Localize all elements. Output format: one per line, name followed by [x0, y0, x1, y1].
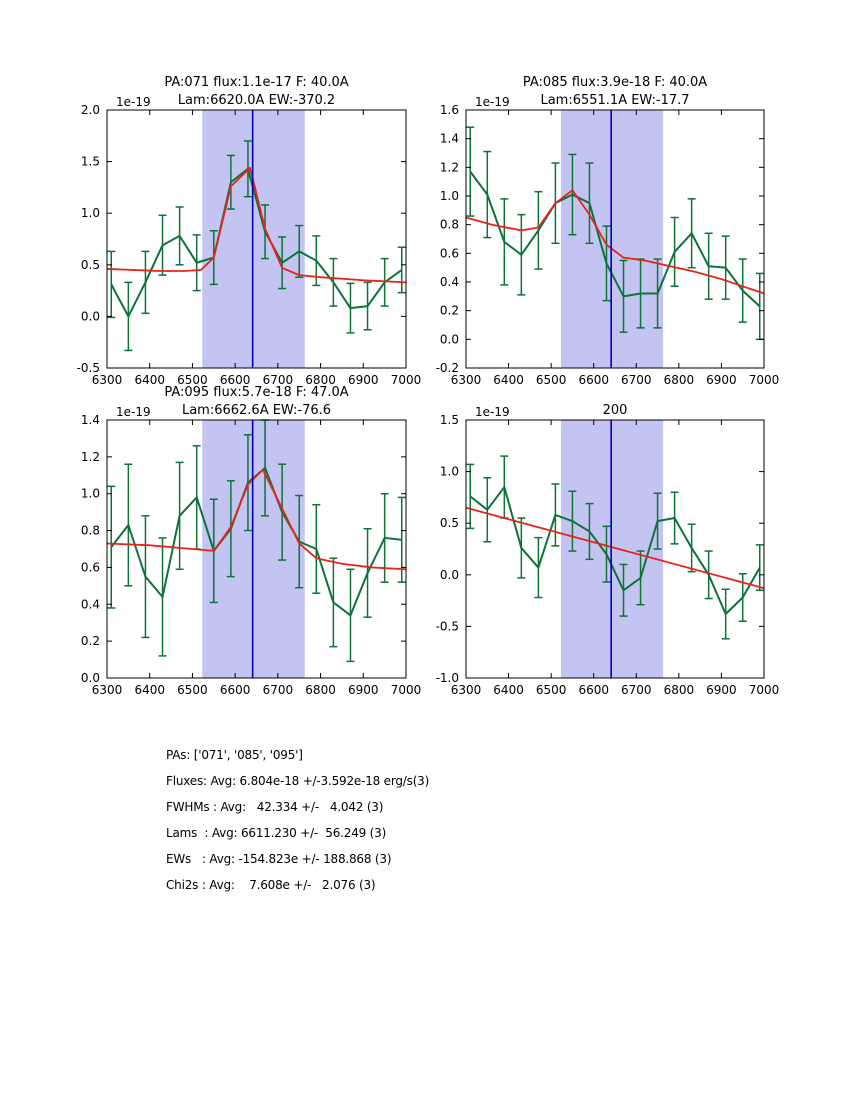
y-tick-label: 0.6 — [80, 560, 100, 575]
y-tick-label: 1.6 — [439, 103, 459, 117]
y-tick-label: 0.2 — [439, 303, 459, 318]
x-tick-label: 6900 — [706, 683, 737, 697]
x-tick-label: 7000 — [390, 683, 422, 697]
subplot-title-line: PA:071 flux:1.1e-17 F: 40.0A — [164, 75, 349, 90]
x-tick-label: 6300 — [91, 683, 123, 697]
subplot-plot-200 — [436, 403, 780, 697]
y-tick-label: -0.2 — [435, 361, 459, 375]
y-tick-label: 1.2 — [439, 160, 459, 175]
x-tick-label: 6400 — [134, 683, 165, 697]
stats-line-fluxes: Fluxes: Avg: 6.804e-18 +/-3.592e-18 erg/s(3) — [166, 774, 430, 788]
x-tick-label: 6800 — [663, 373, 695, 387]
y-tick-label: 1.5 — [439, 413, 459, 427]
y-tick-label: 0.4 — [80, 597, 100, 612]
subplot-pa-071 — [77, 75, 422, 387]
y-tick-label: 2.0 — [80, 103, 100, 117]
y-tick-label: 0.5 — [80, 257, 100, 272]
x-tick-label: 6700 — [262, 373, 294, 387]
subplot-pa-095 — [81, 385, 421, 697]
y-tick-label: 0.8 — [80, 523, 100, 538]
stats-line-chi2s: Chi2s : Avg: 7.608e +/- 2.076 (3) — [166, 878, 376, 892]
x-tick-label: 6400 — [493, 683, 524, 697]
subplot-title-line: 200 — [602, 403, 628, 418]
x-tick-label: 6900 — [348, 373, 379, 387]
y-tick-label: 0.0 — [80, 671, 100, 685]
x-tick-label: 6500 — [177, 373, 208, 387]
x-tick-label: 6500 — [535, 683, 567, 697]
x-tick-label: 7000 — [390, 373, 422, 387]
y-tick-label: -1.0 — [435, 671, 459, 685]
stats-line-pas: PAs: ['071', '085', '095'] — [166, 748, 303, 762]
subplot-title-line: Lam:6620.0A EW:-370.2 — [177, 93, 336, 108]
y-tick-label: 1.5 — [80, 154, 100, 169]
y-tick-label: 0.8 — [439, 217, 459, 232]
subplot-pa-085 — [436, 75, 780, 387]
highlight-band — [202, 420, 305, 678]
x-tick-label: 6500 — [177, 683, 208, 697]
x-tick-label: 6800 — [305, 683, 336, 697]
y-tick-label: 1.0 — [80, 486, 100, 501]
y-tick-label: 0.0 — [439, 567, 459, 582]
highlight-band — [561, 420, 663, 678]
x-tick-label: 6300 — [450, 373, 482, 387]
axis-offset-label: 1e-19 — [116, 95, 151, 109]
x-tick-label: 6400 — [134, 373, 165, 387]
x-tick-label: 6900 — [706, 373, 737, 387]
subplot-title-line: PA:095 flux:5.7e-18 F: 47.0A — [164, 385, 349, 400]
x-tick-label: 6900 — [348, 683, 379, 697]
x-tick-label: 6600 — [578, 373, 609, 387]
y-tick-label: 1.4 — [439, 131, 459, 146]
y-tick-label: 0.6 — [439, 246, 459, 261]
x-tick-label: 7000 — [748, 683, 780, 697]
x-tick-label: 6600 — [219, 683, 251, 697]
x-tick-label: 6800 — [305, 373, 336, 387]
subplot-title-line: Lam:6551.1A EW:-17.7 — [540, 93, 690, 108]
axis-offset-label: 1e-19 — [116, 405, 151, 419]
highlight-band — [561, 110, 663, 368]
x-tick-label: 6600 — [578, 683, 609, 697]
y-tick-label: 1.2 — [80, 449, 100, 464]
y-tick-label: 1.4 — [80, 413, 100, 427]
y-tick-label: 0.0 — [80, 309, 100, 324]
y-tick-label: 1.0 — [439, 189, 459, 203]
stats-line-lams: Lams : Avg: 6611.230 +/- 56.249 (3) — [166, 826, 387, 840]
stats-line-ews: EWs : Avg: -154.823e +/- 188.868 (3) — [166, 852, 392, 866]
y-tick-label: 0.0 — [439, 332, 459, 347]
subplot-title-line: Lam:6662.6A EW:-76.6 — [181, 403, 332, 418]
y-tick-label: 0.4 — [439, 275, 459, 289]
x-tick-label: 6300 — [450, 683, 482, 697]
stats-block — [166, 742, 429, 898]
x-tick-label: 6700 — [262, 683, 294, 697]
x-tick-label: 6300 — [91, 373, 123, 387]
subplot-title-line: PA:085 flux:3.9e-18 F: 40.0A — [522, 75, 708, 90]
axis-offset-label: 1e-19 — [475, 95, 510, 109]
x-tick-label: 6700 — [621, 373, 652, 387]
x-tick-label: 6700 — [621, 683, 652, 697]
y-tick-label: -0.5 — [76, 361, 100, 375]
x-tick-label: 6600 — [219, 373, 251, 387]
x-tick-label: 6400 — [493, 373, 524, 387]
y-tick-label: 0.2 — [80, 634, 100, 649]
x-tick-label: 6500 — [535, 373, 567, 387]
stats-line-fwhms: FWHMs : Avg: 42.334 +/- 4.042 (3) — [166, 800, 384, 814]
x-tick-label: 6800 — [663, 683, 695, 697]
y-tick-label: 0.5 — [439, 516, 459, 531]
x-tick-label: 7000 — [748, 373, 780, 387]
y-tick-label: 1.0 — [80, 206, 100, 221]
y-tick-label: 1.0 — [439, 464, 459, 479]
y-tick-label: -0.5 — [435, 619, 459, 634]
axis-offset-label: 1e-19 — [475, 405, 510, 419]
